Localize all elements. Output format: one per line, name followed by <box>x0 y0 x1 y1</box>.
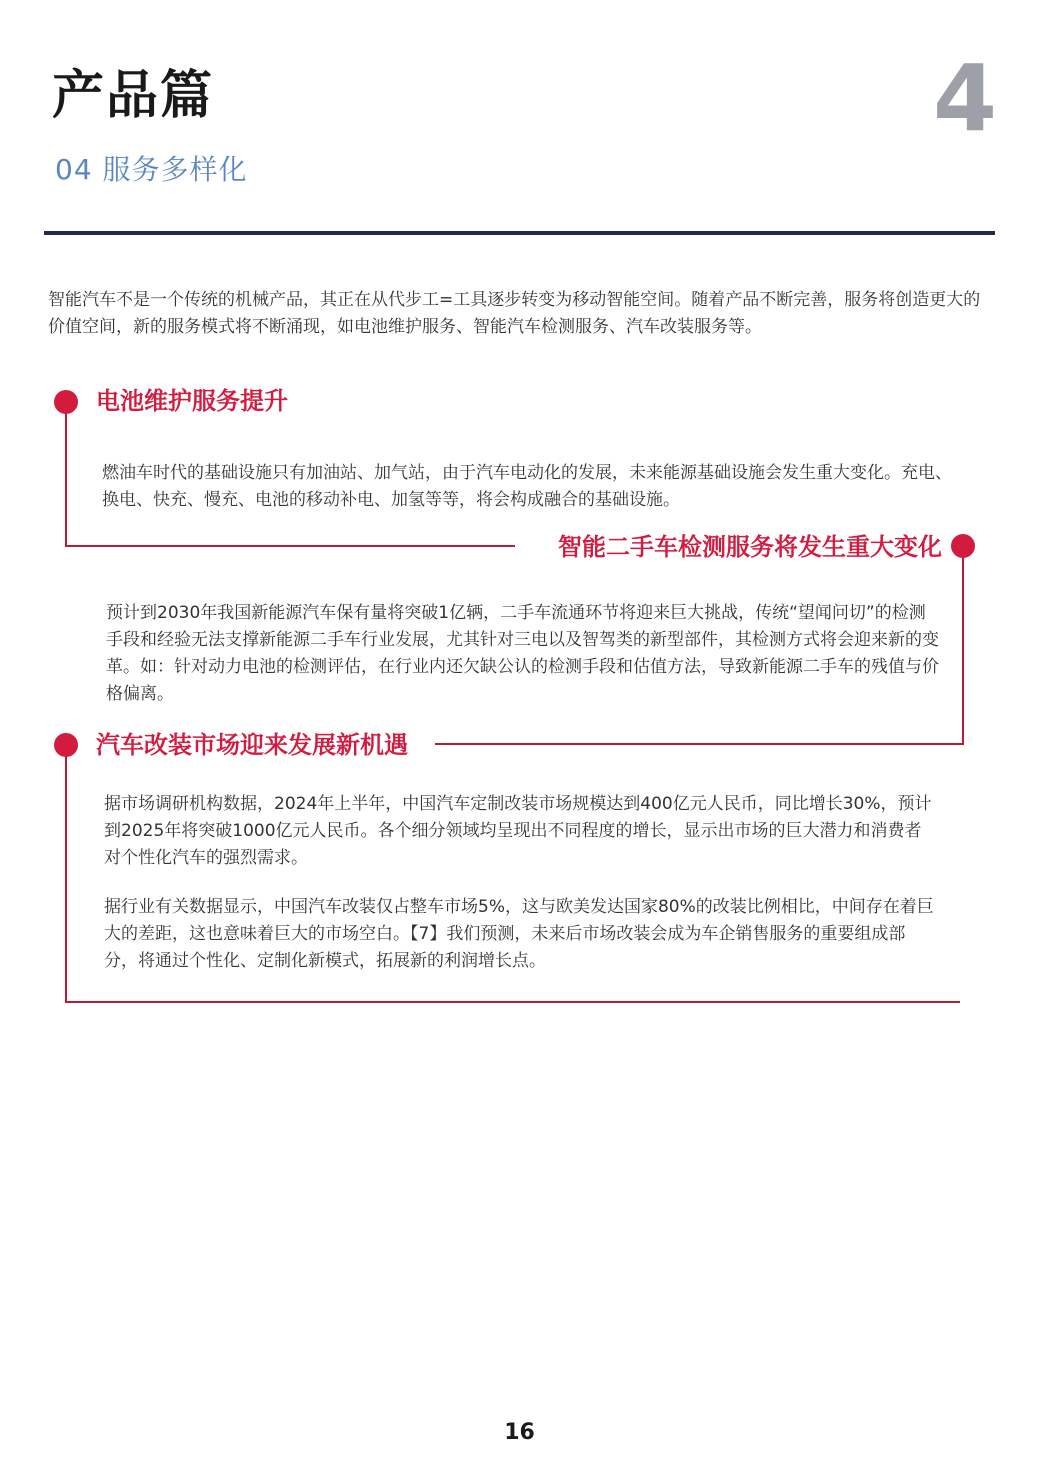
section-paragraph: 燃油车时代的基础设施只有加油站、加气站，由于汽车电动化的发展，未来能源基础设施会发生重大变化。充电、换电、快充、慢充、电池的移动补电、加氢等等，将会构成融合的基础设施。 <box>102 463 952 510</box>
intro-paragraph: 智能汽车不是一个传统的机械产品，其正在从代步工=工具逐步转变为移动智能空间。随着产品不断完善，服务将创造更大的价值空间，新的服务模式将不断涌现，如电池维护服务、智能汽车检测服务、汽车改装服务等。 <box>48 290 981 337</box>
page-title: 产品篇 <box>52 66 215 126</box>
connector-line <box>65 1001 960 1003</box>
chapter-number: 4 <box>932 45 997 152</box>
section-paragraph: 预计到2030年我国新能源汽车保有量将突破1亿辆，二手车流通环节将迎来巨大挑战，传统“望闻问切”的检测手段和经验无法支撑新能源二手车行业发展，尤其针对三电以及智驾类的新型部件，其检测方式将会迎来新的变革。如：针对动力电池的检测评估，在行业内还欠缺公认的检测手段和估值方法，导致新能源二手车的残值与价格偏离。 <box>106 603 939 704</box>
header-divider <box>44 231 995 235</box>
section-title-used-car-inspection: 智能二手车检测服务将发生重大变化 <box>530 530 942 564</box>
section-subtitle: 04 服务多样化 <box>55 153 248 186</box>
connector-line <box>962 546 964 745</box>
connector-line <box>435 743 964 745</box>
bullet-dot <box>54 390 78 414</box>
page-number: 16 <box>504 1420 535 1445</box>
connector-line <box>65 545 515 547</box>
connector-line <box>65 745 67 1003</box>
bullet-dot <box>54 733 78 757</box>
section-paragraph: 据行业有关数据显示，中国汽车改装仅占整车市场5%，这与欧美发达国家80%的改装比例相比，中间存在着巨大的差距，这也意味着巨大的市场空白。【7】我们预测，未来后市场改装会成为车企销售服务的重要组成部分，将通过个性化、定制化新模式，拓展新的利润增长点。 <box>104 897 934 971</box>
section-paragraph: 据市场调研机构数据，2024年上半年，中国汽车定制改装市场规模达到400亿元人民币，同比增长30%，预计到2025年将突破1000亿元人民币。各个细分领域均呈现出不同程度的增长，显示出市场的巨大潜力和消费者对个性化汽车的强烈需求。 <box>104 794 932 868</box>
section-title-car-modification: 汽车改装市场迎来发展新机遇 <box>96 728 420 762</box>
section-title-battery: 电池维护服务提升 <box>96 384 288 418</box>
bullet-dot <box>951 534 975 558</box>
connector-line <box>65 402 67 547</box>
